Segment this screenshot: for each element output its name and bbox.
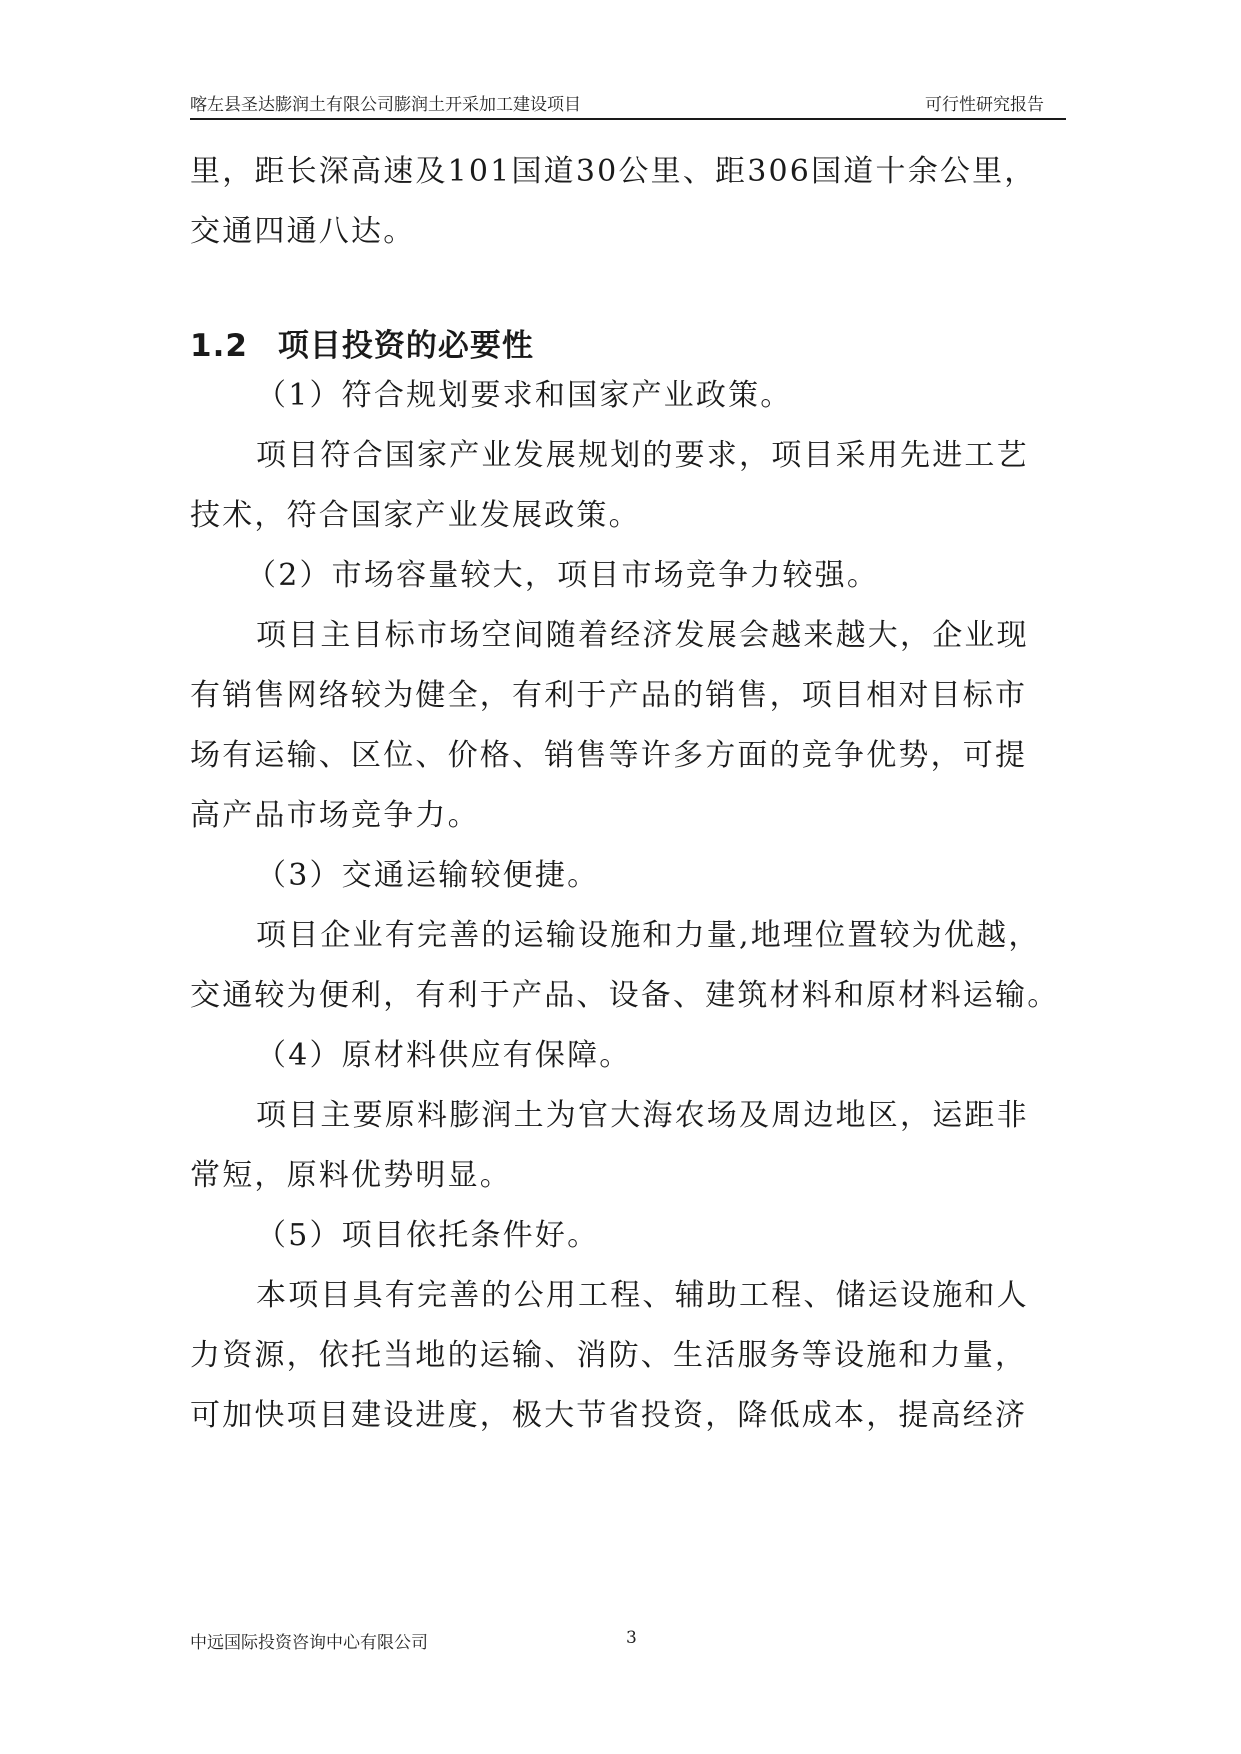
body-line: 本项目具有完善的公用工程、辅助工程、储运设施和人: [256, 1278, 1029, 1313]
section-title: 项目投资的必要性: [277, 328, 534, 364]
page-number: 3: [626, 1628, 637, 1648]
body-line: 场有运输、区位、价格、销售等许多方面的竞争优势，可提: [190, 738, 1028, 773]
body-line: 有销售网络较为健全，有利于产品的销售，项目相对目标市: [190, 678, 1028, 713]
body-line: 技术，符合国家产业发展政策。: [190, 498, 641, 533]
body-line: 常短，原料优势明显。: [190, 1158, 512, 1193]
item-title: （4）原材料供应有保障。: [256, 1038, 632, 1073]
header-project-title: 喀左县圣达膨润土有限公司膨润土开采加工建设项目: [190, 95, 581, 115]
item-title: （1）符合规划要求和国家产业政策。: [256, 378, 793, 413]
item-title: （2）市场容量较大，项目市场竞争力较强。: [246, 558, 880, 593]
body-line: 交通四通八达。: [190, 214, 416, 249]
item-title: （5）项目依托条件好。: [256, 1218, 600, 1253]
body-line: 可加快项目建设进度，极大节省投资，降低成本，提高经济: [190, 1398, 1028, 1433]
header-report-type: 可行性研究报告: [925, 95, 1044, 115]
item-title: （3）交通运输较便捷。: [256, 858, 600, 893]
body-line: 项目主目标市场空间随着经济发展会越来越大，企业现: [256, 618, 1029, 653]
body-line: 交通较为便利，有利于产品、设备、建筑材料和原材料运输。: [190, 978, 1060, 1013]
body-line: 力资源，依托当地的运输、消防、生活服务等设施和力量，: [190, 1338, 1028, 1373]
body-line: 高产品市场竞争力。: [190, 798, 480, 833]
footer-company: 中远国际投资咨询中心有限公司: [190, 1633, 428, 1653]
body-line: 项目企业有完善的运输设施和力量,地理位置较为优越，: [256, 918, 1041, 953]
body-line: 项目符合国家产业发展规划的要求，项目采用先进工艺: [256, 438, 1029, 473]
section-number: 1.2: [190, 328, 248, 364]
body-line: 里，距长深高速及101国道30公里、距306国道十余公里，: [190, 154, 1037, 189]
body-line: 项目主要原料膨润土为官大海农场及周边地区，运距非: [256, 1098, 1029, 1133]
page-header: [190, 84, 1066, 120]
section-heading: [190, 320, 534, 365]
